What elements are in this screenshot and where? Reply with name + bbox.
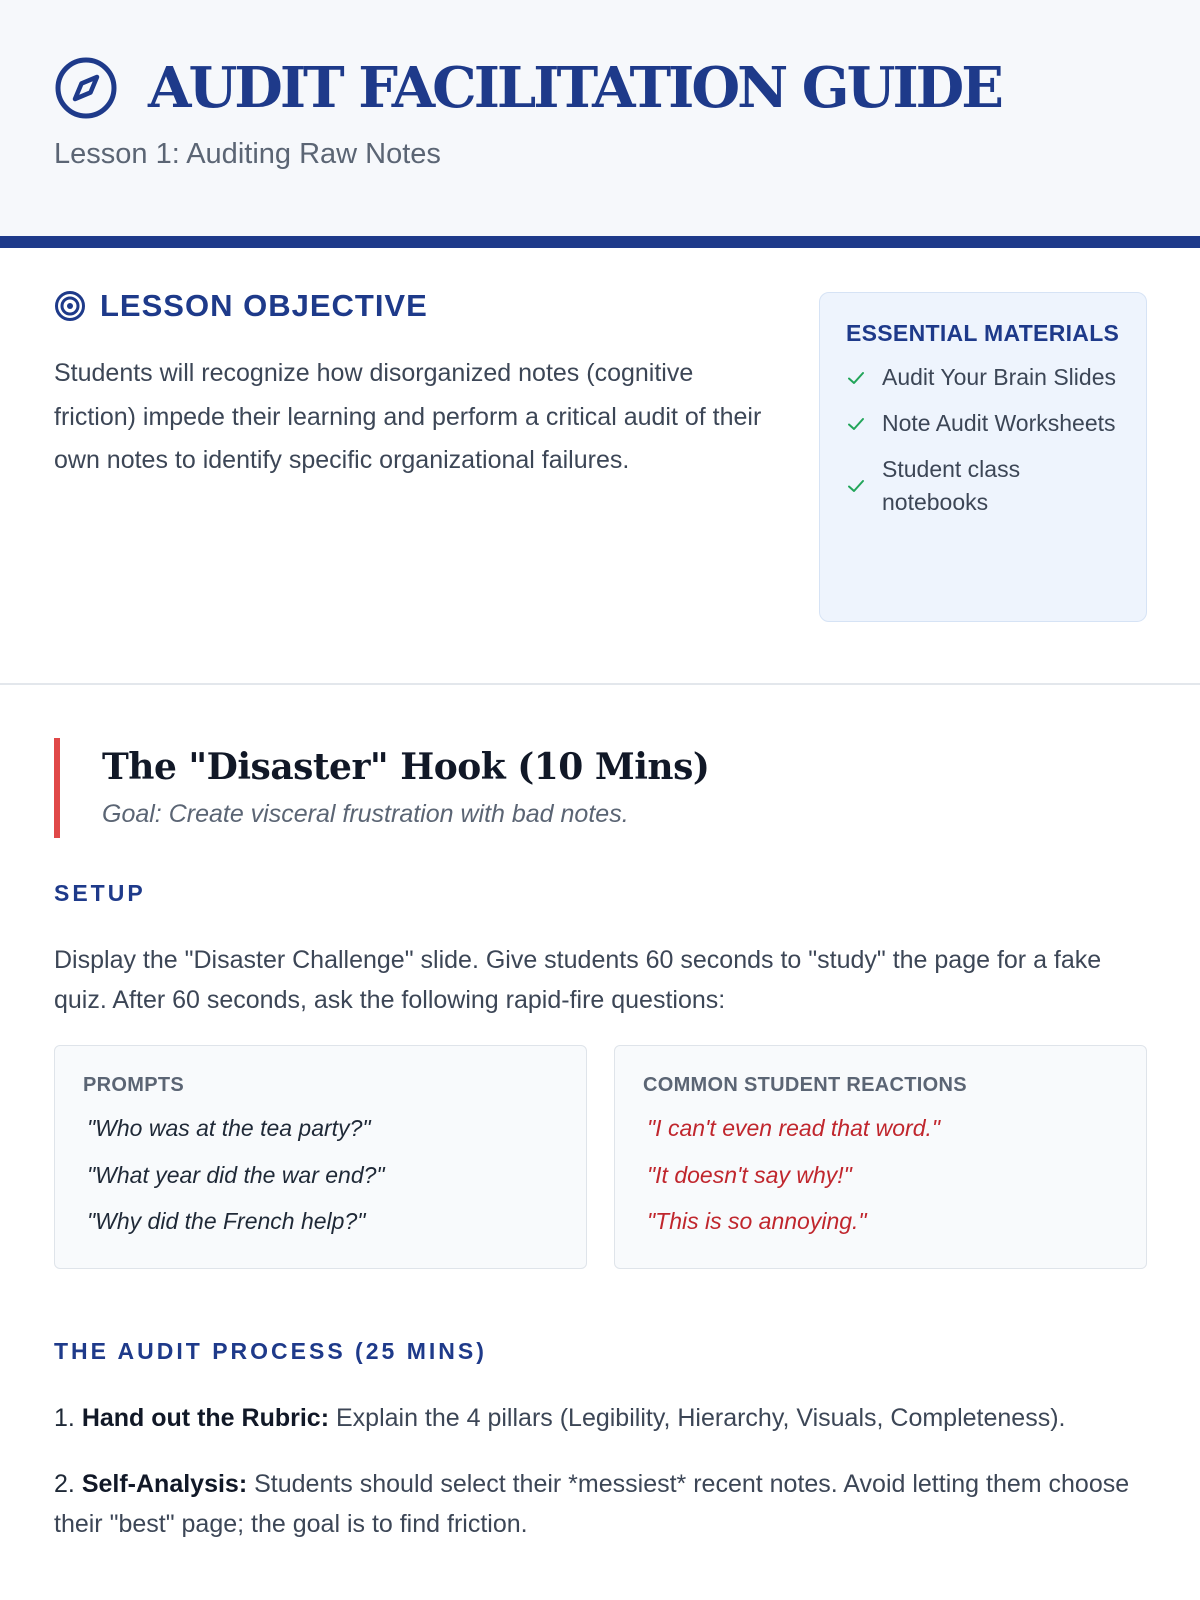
hook-section-header bbox=[54, 738, 709, 838]
reaction-item: "This is so annoying." bbox=[647, 1208, 867, 1234]
materials-list bbox=[846, 361, 1120, 519]
prompt-item: "Why did the French help?" bbox=[87, 1208, 366, 1234]
title-row bbox=[54, 56, 1146, 120]
check-icon bbox=[846, 368, 866, 388]
setup-text: Display the "Disaster Challenge" slide. Give students 60 seconds to "study" the page for a fake quiz. After 60 seconds, ask the following rapid-fire questions: bbox=[54, 946, 1102, 1014]
target-icon bbox=[54, 290, 86, 322]
reactions-heading: COMMON STUDENT REACTIONS bbox=[643, 1074, 967, 1096]
materials-heading: ESSENTIAL MATERIALS bbox=[846, 320, 1120, 346]
reactions-list bbox=[643, 1105, 1118, 1245]
section-divider bbox=[0, 683, 1200, 685]
material-item bbox=[846, 453, 1120, 519]
check-icon bbox=[846, 476, 866, 496]
objective-section bbox=[0, 236, 1200, 672]
material-label: Student class notebooks bbox=[882, 456, 1021, 515]
step-label: Hand out the Rubric: bbox=[81, 1404, 330, 1432]
material-item bbox=[846, 361, 1120, 394]
prompts-heading: PROMPTS bbox=[83, 1074, 184, 1096]
prompt-item: "Who was at the tea party?" bbox=[87, 1115, 371, 1141]
page-subtitle: Lesson 1: Auditing Raw Notes bbox=[54, 138, 441, 170]
audit-step bbox=[54, 1398, 1154, 1438]
step-label: Self-Analysis: bbox=[81, 1470, 248, 1498]
page-header bbox=[0, 0, 1200, 236]
step-text: Students should select their *messiest* recent notes. Avoid letting them choose their "best" page; the goal is to find friction. bbox=[54, 1470, 1130, 1538]
essential-materials-box bbox=[819, 292, 1147, 622]
step-text: Explain the 4 pillars (Legibility, Hierarchy, Visuals, Completeness). bbox=[335, 1404, 1066, 1432]
page-title: AUDIT FACILITATION GUIDE bbox=[148, 55, 1001, 121]
setup-heading: SETUP bbox=[54, 880, 146, 906]
material-item bbox=[846, 407, 1120, 440]
compass-icon bbox=[54, 56, 118, 120]
audit-steps bbox=[54, 1398, 1154, 1570]
objective-heading bbox=[54, 288, 764, 324]
reactions-card bbox=[614, 1045, 1147, 1269]
audit-heading: THE AUDIT PROCESS (25 MINS) bbox=[54, 1338, 487, 1364]
hook-title: The "Disaster" Hook (10 Mins) bbox=[102, 746, 710, 788]
prompt-item: "What year did the war end?" bbox=[87, 1161, 385, 1188]
check-icon bbox=[846, 414, 866, 434]
material-label: Note Audit Worksheets bbox=[882, 410, 1116, 436]
prompts-card bbox=[54, 1045, 587, 1269]
reaction-item: "I can't even read that word." bbox=[647, 1115, 941, 1141]
prompts-list bbox=[83, 1105, 558, 1245]
objective-heading-label: LESSON OBJECTIVE bbox=[100, 288, 428, 323]
step-number: 1. bbox=[54, 1404, 75, 1432]
audit-step bbox=[54, 1464, 1154, 1544]
step-number: 2. bbox=[54, 1470, 75, 1498]
objective-text: Students will recognize how disorganized notes (cognitive friction) impede their learning and perform a critical audit of their own notes to identify specific organizational failures. bbox=[54, 359, 762, 474]
reaction-item: "It doesn't say why!" bbox=[647, 1161, 852, 1188]
hook-goal: Goal: Create visceral frustration with bad notes. bbox=[102, 800, 629, 828]
lesson-objective bbox=[54, 288, 764, 483]
material-label: Audit Your Brain Slides bbox=[882, 364, 1116, 390]
